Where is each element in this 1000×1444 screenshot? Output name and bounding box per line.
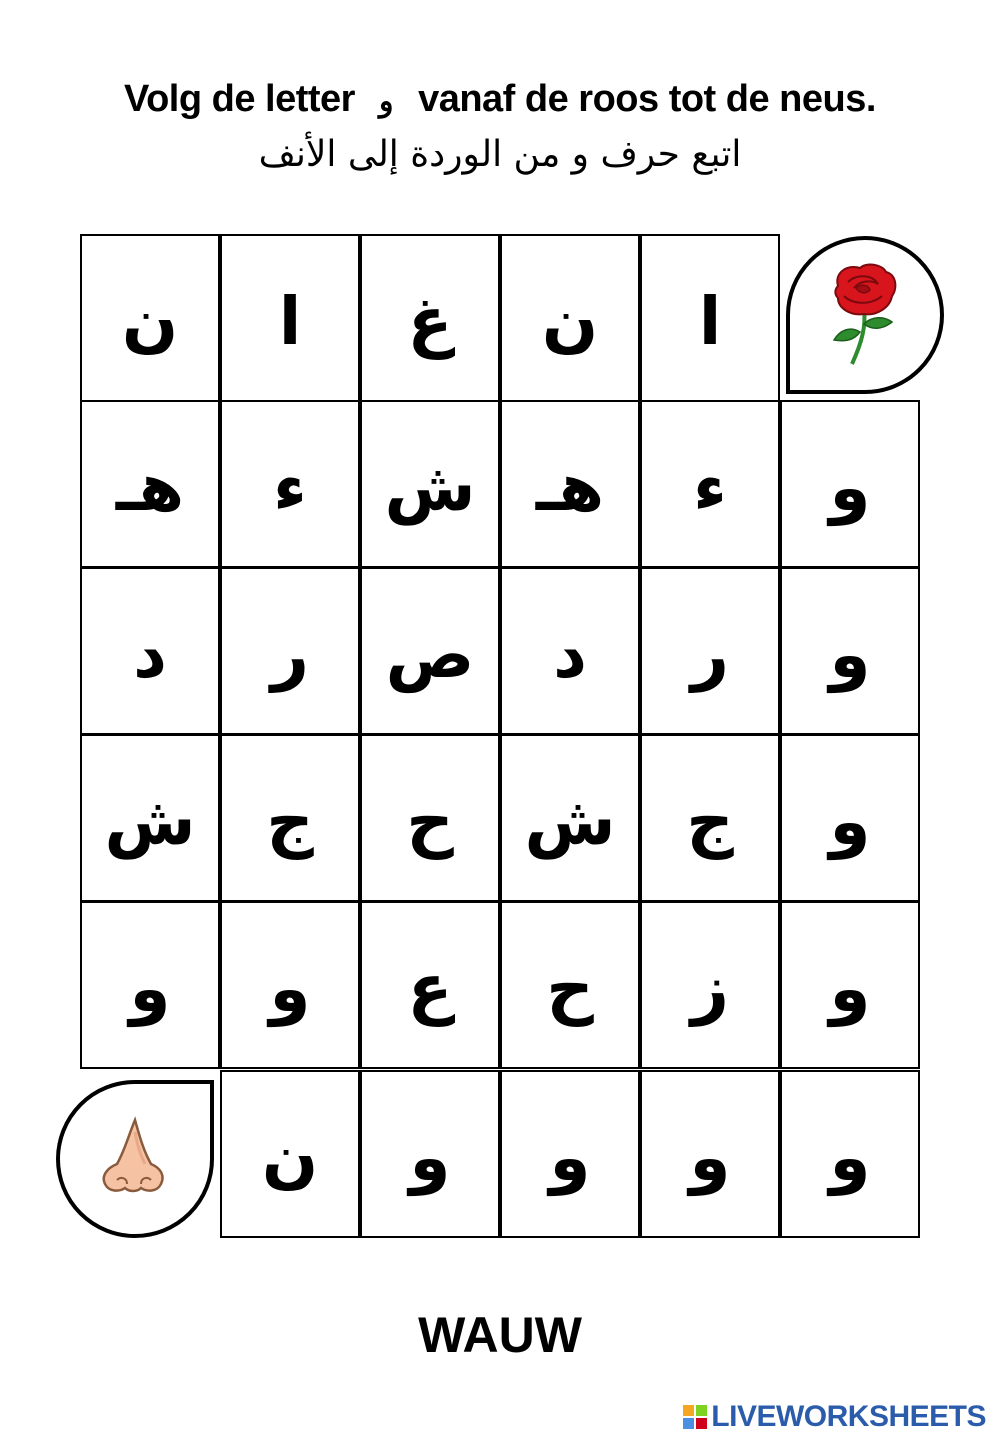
maze-cell-r3-c3[interactable] [500,734,640,902]
maze-cell-letter: ش [524,783,616,860]
branding [683,1400,986,1434]
maze-cell-r1-c5[interactable] [780,400,920,568]
maze-cell-letter: ح [546,950,594,1027]
maze-cell-letter: ر [691,616,729,693]
maze-cell-r2-c1[interactable] [220,567,360,735]
maze-cell-r1-c2[interactable] [360,400,500,568]
maze-cell-r4-c0[interactable] [80,901,220,1069]
maze-cell-letter: ز [691,950,729,1027]
maze-cell-r5-c1[interactable] [220,1070,360,1238]
maze-cell-letter: ش [384,449,476,526]
maze-cell-letter: هـ [115,449,185,526]
maze-cell-r2-c4[interactable] [640,567,780,735]
maze-cell-r4-c5[interactable] [780,901,920,1069]
brand-text: LIVEWORKSHEETS [711,1400,986,1433]
maze-cell-r5-c2[interactable] [360,1070,500,1238]
maze-cell-r2-c0[interactable] [80,567,220,735]
maze-cell-r0-c4[interactable] [640,234,780,402]
maze-cell-r2-c5[interactable] [780,567,920,735]
nose-icon [95,1114,175,1204]
maze-cell-letter: ا [698,283,722,360]
title-dutch-after: vanaf de roos tot de neus. [418,78,876,120]
maze-cell-letter: ن [261,1119,319,1196]
maze-cell-r2-c2[interactable] [360,567,500,735]
maze-cell-r5-c4[interactable] [640,1070,780,1238]
maze-cell-r3-c2[interactable] [360,734,500,902]
maze-start-rose [786,236,944,394]
maze-cell-letter: د [133,616,167,693]
maze-cell-r5-c5[interactable] [780,1070,920,1238]
maze-cell-letter: ش [104,783,196,860]
maze-cell-r3-c5[interactable] [780,734,920,902]
maze-cell-letter: و [549,1119,591,1196]
maze-cell-letter: و [129,950,171,1027]
maze-cell-letter: و [829,449,871,526]
title-dutch-before: Volg de letter [124,78,355,120]
maze-cell-letter: ص [385,616,475,693]
maze-cell-letter: و [829,783,871,860]
answer-word: WAUW [418,1307,582,1363]
maze-cell-letter: غ [407,283,453,360]
maze-cell-letter: ر [271,616,309,693]
rose-icon [820,260,910,370]
maze-cell-r4-c2[interactable] [360,901,500,1069]
maze-cell-letter: ن [541,283,599,360]
maze-cell-r1-c1[interactable] [220,400,360,568]
maze-cell-letter: ج [266,783,314,860]
maze-cell-letter: و [409,1119,451,1196]
maze-cell-r0-c2[interactable] [360,234,500,402]
title-dutch-letter: و [379,85,394,118]
maze-cell-r4-c1[interactable] [220,901,360,1069]
maze-cell-letter: و [269,950,311,1027]
maze-cell-r3-c4[interactable] [640,734,780,902]
maze-cell-letter: و [829,616,871,693]
maze-cell-r4-c3[interactable] [500,901,640,1069]
maze-cell-r0-c1[interactable] [220,234,360,402]
maze-cell-letter: ع [407,950,453,1027]
maze-cell-letter: ء [693,449,727,526]
maze-cell-r4-c4[interactable] [640,901,780,1069]
maze-cell-r5-c3[interactable] [500,1070,640,1238]
maze-cell-r1-c3[interactable] [500,400,640,568]
maze-cell-letter: ح [406,783,454,860]
maze-cell-letter: و [829,1119,871,1196]
maze-end-nose [56,1080,214,1238]
maze-cell-r1-c4[interactable] [640,400,780,568]
maze-cell-r3-c0[interactable] [80,734,220,902]
liveworksheets-logo-icon [683,1405,707,1429]
maze-cell-r0-c3[interactable] [500,234,640,402]
maze-cell-letter: و [829,950,871,1027]
maze-cell-letter: د [553,616,587,693]
maze-cell-letter: ج [686,783,734,860]
maze-cell-r2-c3[interactable] [500,567,640,735]
title-dutch [0,78,1000,121]
maze-cell-letter: ء [273,449,307,526]
title-arabic: اتبع حرف و من الوردة إلى الأنف [258,134,742,175]
maze-cell-r0-c0[interactable] [80,234,220,402]
maze-cell-letter: و [689,1119,731,1196]
maze-cell-letter: ن [121,283,179,360]
maze-cell-letter: هـ [535,449,605,526]
maze-cell-letter: ا [278,283,302,360]
maze-cell-r1-c0[interactable] [80,400,220,568]
maze-cell-r3-c1[interactable] [220,734,360,902]
